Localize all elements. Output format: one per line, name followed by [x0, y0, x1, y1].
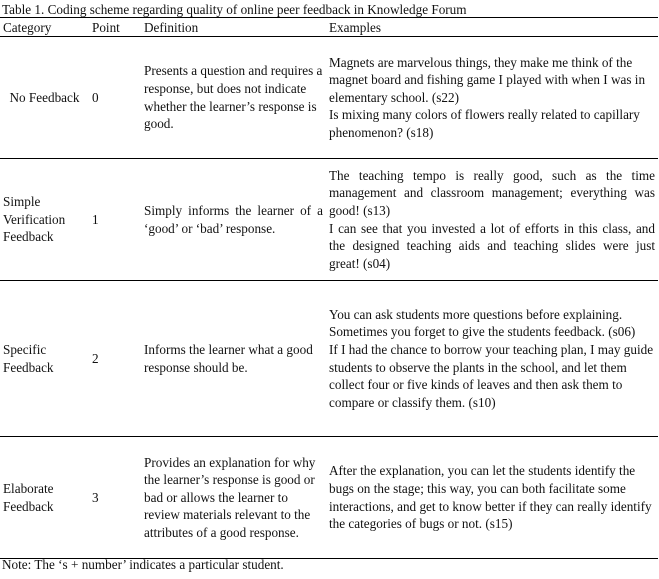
definition-cell: Provides an explanation for why the learner’s response is good or bad or allows the learner to review materials relevant to the attributes of a good response. — [141, 437, 326, 559]
example-text: If I had the chance to borrow your teaching plan, I may guide students to observe the plants in the school, and let them collect four or five kinds of leaves and then ask them to compare or classify them. (s10) — [329, 341, 654, 410]
example-text: Magnets are marvelous things, they make me think of the magnet board and fishing game I played with when I was in elementary school. (s22) — [329, 54, 646, 105]
definition-cell: Simply informs the learner of a ‘good’ or ‘bad’ response. — [141, 159, 326, 281]
header-point: Point — [89, 18, 141, 37]
point-cell: 2 — [89, 281, 141, 437]
table-row — [0, 159, 658, 281]
example-text: The teaching tempo is really good, such as the time management and classroom management; everything was good! (s13) — [329, 167, 655, 218]
coding-scheme-table — [0, 17, 658, 559]
definition-cell: Presents a question and requires a response, but does not indicate whether the learner’s response is good. — [141, 37, 326, 159]
example-text: After the explanation, you can let the students identify the bugs on the stage; this way, you can both facilitate some interactions, and get to know better if they can really identify the categories of bugs or not. (s15) — [329, 463, 652, 532]
example-text: I can see that you invested a lot of efforts in this class, and the designed teaching aids and teaching slides were just great! (s04) — [329, 220, 655, 271]
table-caption: Table 1. Coding scheme regarding quality of online peer feedback in Knowledge Forum — [2, 2, 467, 17]
point-cell: 0 — [89, 37, 141, 159]
header-definition: Definition — [141, 18, 326, 37]
table-row — [0, 281, 658, 437]
table-note: Note: The ‘s + number’ indicates a particular student. — [2, 557, 284, 572]
example-text: You can ask students more questions before explaining. Sometimes you forget to give the students feedback. (s06) — [329, 306, 636, 340]
table-row — [0, 437, 658, 559]
category-cell: Specific Feedback — [0, 281, 89, 437]
examples-cell — [326, 37, 658, 159]
header-examples: Examples — [326, 18, 658, 37]
definition-cell: Informs the learner what a good response should be. — [141, 281, 326, 437]
category-cell: Elaborate Feedback — [0, 437, 89, 559]
header-category: Category — [0, 18, 89, 37]
example-text: Is mixing many colors of flowers really related to capillary phenomenon? (s18) — [329, 107, 640, 140]
point-cell: 1 — [89, 159, 141, 281]
point-cell: 3 — [89, 437, 141, 559]
examples-cell — [326, 281, 658, 437]
table-header-row — [0, 18, 658, 37]
examples-cell — [326, 437, 658, 559]
category-cell: No Feedback — [0, 37, 89, 159]
table-row — [0, 37, 658, 159]
category-cell: Simple Verification Feedback — [0, 159, 89, 281]
examples-cell — [326, 159, 658, 281]
